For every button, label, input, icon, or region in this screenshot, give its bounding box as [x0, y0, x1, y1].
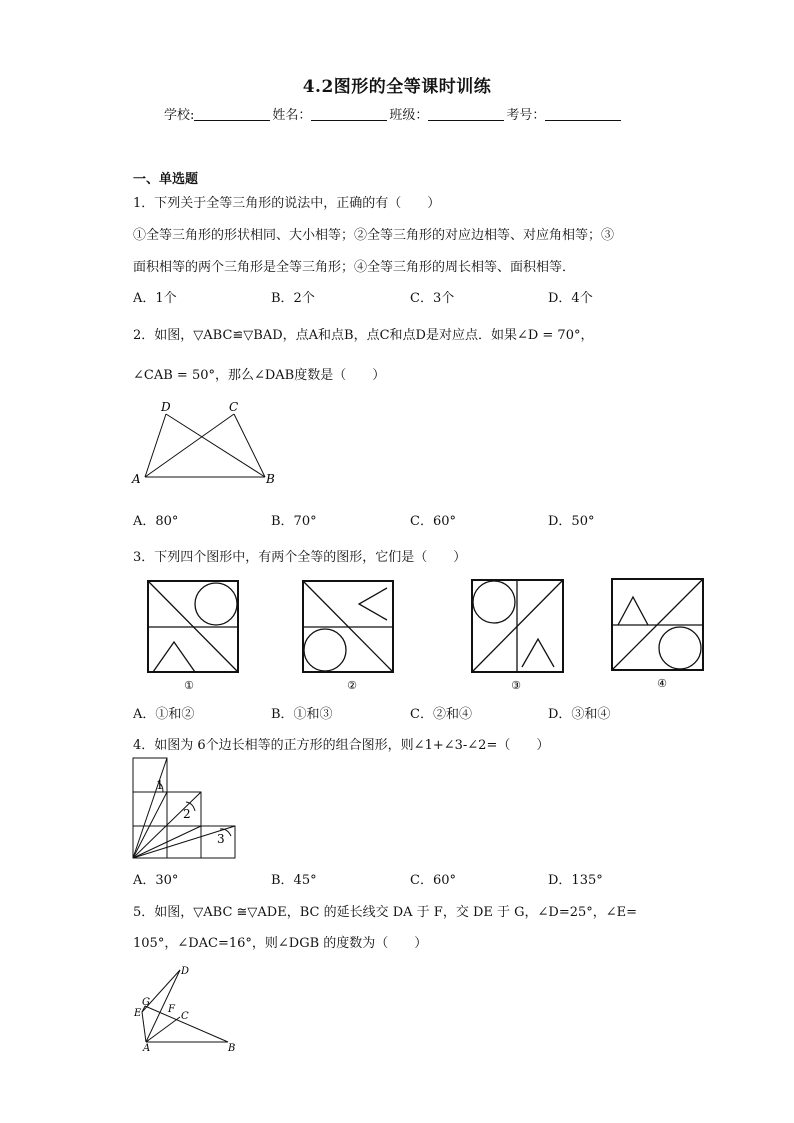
- q4-option-a: A．30°: [133, 873, 179, 888]
- class-blank: [428, 107, 504, 121]
- q4-stem: 4．如图为 6个边长相等的正方形的组合图形，则∠1+∠3-∠2=（ ）: [133, 738, 550, 753]
- q3-caption-4: ④: [657, 677, 667, 690]
- q1-line3: 面积相等的两个三角形是全等三角形；④全等三角形的周长相等、面积相等．: [133, 260, 576, 275]
- q3-option-d: D．③和④: [548, 707, 611, 722]
- q2-line1: 2．如图，▽ABC≌▽BAD，点A和点B，点C和点D是对应点．如果∠D = 70°，: [133, 328, 594, 343]
- q3-figure-4: [605, 573, 715, 694]
- q4-option-d: D．135°: [548, 873, 603, 888]
- page-title: 4.2图形的全等课时训练: [302, 77, 492, 97]
- q2-option-d: D．50°: [548, 514, 595, 529]
- q1-option-b: B．2个: [271, 291, 315, 306]
- q2-option-a: A．80°: [133, 514, 179, 529]
- q2-option-b: B．70°: [271, 514, 317, 529]
- q3-figure-1: [140, 578, 250, 694]
- q4-option-b: B．45°: [271, 873, 317, 888]
- q2-label-b: B: [266, 472, 275, 486]
- q5-label-a: A: [143, 1043, 151, 1052]
- q3-caption-1: ①: [184, 679, 194, 692]
- q3-option-c: C．②和④: [410, 707, 472, 722]
- section-heading: 一、单选题: [133, 172, 199, 187]
- name-blank: [311, 107, 387, 121]
- q2-triangle-figure: [128, 396, 288, 492]
- q3-stem: 3．下列四个图形中，有两个全等的图形，它们是（ ）: [133, 550, 467, 565]
- q5-label-f: F: [168, 1004, 175, 1015]
- q1-line2: ①全等三角形的形状相同、大小相等；②全等三角形的对应边相等、对应角相等；③: [133, 228, 615, 243]
- q4-squares-figure: [128, 755, 240, 861]
- class-label: 班级：: [389, 108, 429, 123]
- q3-caption-3: ③: [511, 679, 521, 692]
- q1-option-a: A．1个: [133, 291, 177, 306]
- q2-option-c: C．60°: [410, 514, 456, 529]
- q3-figure-3: [464, 572, 574, 694]
- q5-label-b: B: [228, 1043, 236, 1052]
- exam-no-blank: [545, 107, 621, 121]
- q2-label-c: C: [229, 400, 239, 414]
- q3-option-b: B．①和③: [271, 707, 333, 722]
- q5-label-d: D: [181, 966, 190, 977]
- q5-label-e: E: [134, 1008, 142, 1019]
- q4-angle-label-1: 1: [156, 778, 164, 792]
- q5-triangle-figure: [128, 960, 243, 1052]
- q4-option-c: C．60°: [410, 873, 456, 888]
- q1-option-c: C．3个: [410, 291, 455, 306]
- q2-line2: ∠CAB = 50°，那么∠DAB度数是（ ）: [133, 368, 386, 383]
- student-info-line: [164, 104, 623, 123]
- q3-figure-2: [295, 578, 405, 694]
- q1-stem: 1．下列关于全等三角形的说法中，正确的有（ ）: [133, 196, 441, 211]
- q3-option-a: A．①和②: [133, 707, 195, 722]
- q1-option-d: D．4个: [548, 291, 593, 306]
- q2-label-a: A: [132, 472, 141, 486]
- q5-label-c: C: [181, 1011, 189, 1022]
- name-label: 姓名：: [272, 108, 312, 123]
- q3-caption-2: ②: [347, 679, 357, 692]
- school-label: 学校:: [164, 108, 195, 123]
- school-blank: [194, 107, 270, 121]
- q5-line2: 105°，∠DAC=16°，则∠DGB 的度数为（ ）: [133, 936, 428, 951]
- q2-label-d: D: [161, 400, 171, 414]
- q4-angle-label-2: 2: [183, 807, 191, 821]
- exam-no-label: 考号：: [506, 108, 546, 123]
- q5-label-g: G: [142, 997, 150, 1008]
- q4-angle-label-3: 3: [217, 832, 225, 846]
- q5-line1: 5．如图，▽ABC ≅▽ADE，BC 的延长线交 DA 于 F，交 DE 于 G，∠D=25°，∠E=: [133, 905, 638, 920]
